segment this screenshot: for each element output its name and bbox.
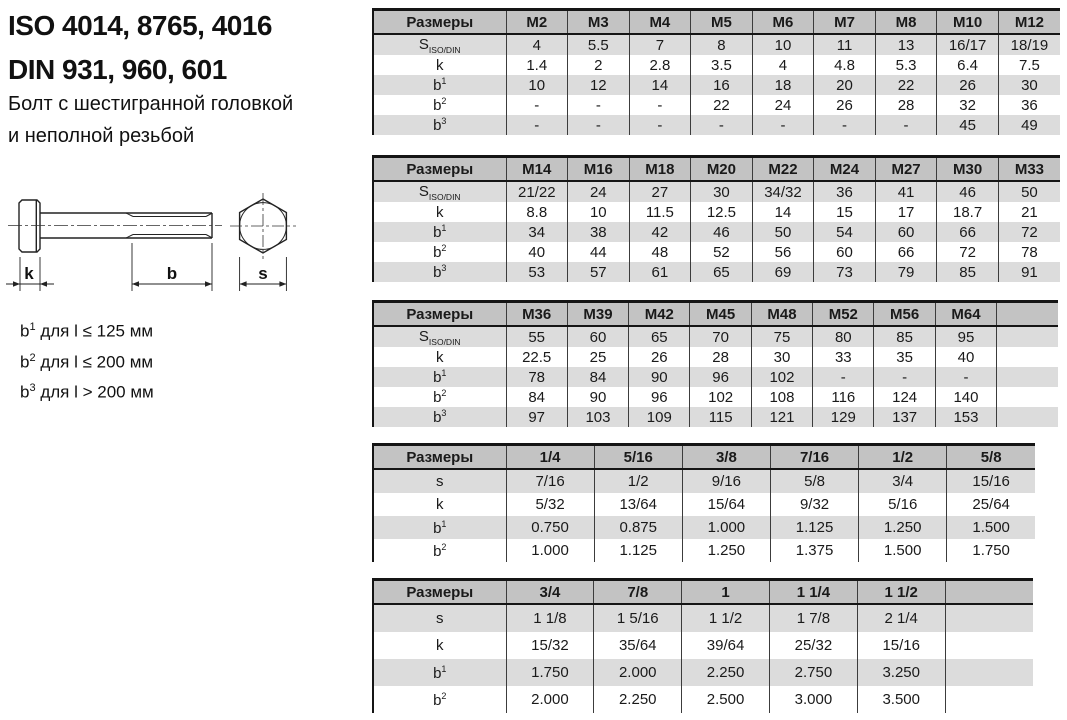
- table-header-label: Размеры: [373, 445, 506, 470]
- row-label: $S_{ISO/DIN}$: [373, 34, 506, 55]
- column-header: M64: [935, 302, 996, 327]
- value-cell: 60: [875, 222, 937, 242]
- value-cell: -: [874, 367, 935, 387]
- value-cell: 2.250: [594, 686, 682, 713]
- value-cell: -: [691, 115, 753, 135]
- value-cell: 1/2: [594, 469, 682, 493]
- value-cell: 27: [629, 181, 691, 202]
- row-label: s: [373, 469, 506, 493]
- value-cell: 11.5: [629, 202, 691, 222]
- table-row: [373, 387, 1058, 407]
- table-row: [373, 55, 1060, 75]
- value-cell: 153: [935, 407, 996, 427]
- column-header: [997, 302, 1058, 327]
- value-cell: 16/17: [937, 34, 999, 55]
- column-header: M24: [814, 157, 876, 182]
- table-row: [373, 222, 1060, 242]
- value-cell: 102: [751, 367, 812, 387]
- footnote-b2: $b^2$ для l ≤ 200 мм: [20, 351, 154, 372]
- value-cell: -: [506, 95, 568, 115]
- value-cell: 2 1/4: [857, 604, 945, 632]
- value-cell: -: [935, 367, 996, 387]
- table-header-label: Размеры: [373, 580, 506, 605]
- value-cell: [945, 686, 1033, 713]
- value-cell: 52: [691, 242, 753, 262]
- table-row: [373, 659, 1033, 686]
- value-cell: 15/32: [506, 632, 594, 659]
- value-cell: 78: [506, 367, 567, 387]
- value-cell: 73: [814, 262, 876, 282]
- table-row: [373, 202, 1060, 222]
- table-row: [373, 632, 1033, 659]
- value-cell: 50: [752, 222, 814, 242]
- table-header-label: Размеры: [373, 302, 506, 327]
- value-cell: 40: [935, 347, 996, 367]
- value-cell: 38: [568, 222, 630, 242]
- value-cell: 124: [874, 387, 935, 407]
- value-cell: 13/64: [594, 493, 682, 516]
- value-cell: 8: [691, 34, 753, 55]
- subtitle: [8, 88, 293, 152]
- value-cell: 30: [998, 75, 1060, 95]
- title-din: DIN 931, 960, 601: [8, 54, 227, 85]
- value-cell: 25/64: [947, 493, 1035, 516]
- column-header: 5/8: [947, 445, 1035, 470]
- table-header-row: [373, 302, 1058, 327]
- column-header: M30: [937, 157, 999, 182]
- value-cell: 75: [751, 326, 812, 347]
- value-cell: 3.5: [691, 55, 753, 75]
- row-label: $b^2$: [373, 539, 506, 562]
- footnote-b3: $b^3$ для l > 200 мм: [20, 382, 154, 402]
- value-cell: -: [506, 115, 568, 135]
- value-cell: 4: [506, 34, 568, 55]
- value-cell: 6.4: [937, 55, 999, 75]
- column-header: M22: [752, 157, 814, 182]
- column-header: M12: [998, 10, 1060, 35]
- footnote-b1: $b^1$ для l ≤ 125 мм: [20, 321, 154, 341]
- row-label: $b^2$: [373, 686, 506, 713]
- value-cell: 35: [874, 347, 935, 367]
- table-header-label: Размеры: [373, 10, 506, 35]
- value-cell: 70: [690, 326, 751, 347]
- row-label: k: [373, 55, 506, 75]
- row-label: $b^2$: [373, 95, 506, 115]
- dim-label-s: s: [258, 264, 268, 283]
- bolt-drawing-svg: [0, 185, 310, 305]
- value-cell: 72: [998, 222, 1060, 242]
- value-cell: 90: [567, 387, 628, 407]
- value-cell: 85: [874, 326, 935, 347]
- value-cell: 3.250: [857, 659, 945, 686]
- table-header-row: [373, 445, 1035, 470]
- value-cell: 2.250: [682, 659, 770, 686]
- row-label: $b^3$: [373, 262, 506, 282]
- column-header: M3: [568, 10, 630, 35]
- value-cell: 16: [691, 75, 753, 95]
- column-header: M18: [629, 157, 691, 182]
- value-cell: 137: [874, 407, 935, 427]
- value-cell: 50: [998, 181, 1060, 202]
- value-cell: 25/32: [769, 632, 857, 659]
- column-header: M2: [506, 10, 568, 35]
- value-cell: 1.750: [506, 659, 594, 686]
- value-cell: 14: [629, 75, 691, 95]
- value-cell: 26: [814, 95, 876, 115]
- value-cell: 48: [629, 242, 691, 262]
- value-cell: 2.750: [769, 659, 857, 686]
- subtitle-line1: Болт с шестигранной головкой: [8, 93, 294, 115]
- row-label: $b^3$: [373, 115, 506, 135]
- value-cell: 18: [752, 75, 814, 95]
- bolt-side-view: [19, 200, 212, 252]
- table-header-row: [373, 10, 1060, 35]
- value-cell: 56: [752, 242, 814, 262]
- value-cell: 5/32: [506, 493, 594, 516]
- column-header: 7/16: [770, 445, 858, 470]
- value-cell: 25: [567, 347, 628, 367]
- value-cell: [945, 632, 1033, 659]
- table-row: [373, 686, 1033, 713]
- value-cell: 2.500: [682, 686, 770, 713]
- column-header: M42: [629, 302, 690, 327]
- column-header: M36: [506, 302, 567, 327]
- value-cell: 79: [875, 262, 937, 282]
- column-header: 3/4: [506, 580, 594, 605]
- value-cell: 109: [629, 407, 690, 427]
- value-cell: 14: [752, 202, 814, 222]
- column-header: M14: [506, 157, 568, 182]
- dim-label-k: k: [24, 264, 34, 283]
- value-cell: 7: [629, 34, 691, 55]
- value-cell: 12: [568, 75, 630, 95]
- value-cell: 41: [875, 181, 937, 202]
- table-row: [373, 75, 1060, 95]
- value-cell: 3.500: [857, 686, 945, 713]
- value-cell: 1 5/16: [594, 604, 682, 632]
- value-cell: 36: [998, 95, 1060, 115]
- value-cell: 5/8: [770, 469, 858, 493]
- value-cell: 30: [751, 347, 812, 367]
- value-cell: 115: [690, 407, 751, 427]
- value-cell: 140: [935, 387, 996, 407]
- value-cell: 66: [875, 242, 937, 262]
- value-cell: 1.250: [859, 516, 947, 539]
- column-header: 1: [682, 580, 770, 605]
- row-label: $b^2$: [373, 242, 506, 262]
- value-cell: 17: [875, 202, 937, 222]
- row-label: k: [373, 493, 506, 516]
- value-cell: 61: [629, 262, 691, 282]
- column-header: M4: [629, 10, 691, 35]
- value-cell: 5.3: [875, 55, 937, 75]
- value-cell: 1.000: [682, 516, 770, 539]
- value-cell: 42: [629, 222, 691, 242]
- value-cell: 26: [629, 347, 690, 367]
- value-cell: 84: [567, 367, 628, 387]
- value-cell: 34/32: [752, 181, 814, 202]
- value-cell: 2.000: [506, 686, 594, 713]
- value-cell: 65: [629, 326, 690, 347]
- value-cell: -: [568, 115, 630, 135]
- value-cell: 4: [752, 55, 814, 75]
- table-row: [373, 95, 1060, 115]
- value-cell: 1.125: [770, 516, 858, 539]
- value-cell: 22.5: [506, 347, 567, 367]
- value-cell: 30: [691, 181, 753, 202]
- value-cell: 24: [568, 181, 630, 202]
- value-cell: [997, 347, 1058, 367]
- value-cell: 2.000: [594, 659, 682, 686]
- value-cell: 46: [691, 222, 753, 242]
- table-row: [373, 347, 1058, 367]
- dimension-table-1: [372, 8, 1060, 135]
- value-cell: -: [629, 95, 691, 115]
- table-header-row: [373, 157, 1060, 182]
- value-cell: 1.500: [859, 539, 947, 562]
- column-header: 1 1/2: [857, 580, 945, 605]
- value-cell: 103: [567, 407, 628, 427]
- value-cell: -: [875, 115, 937, 135]
- table-row: [373, 407, 1058, 427]
- value-cell: 15/16: [947, 469, 1035, 493]
- dim-label-b: b: [166, 264, 178, 283]
- value-cell: 72: [937, 242, 999, 262]
- value-cell: 15: [814, 202, 876, 222]
- value-cell: 95: [935, 326, 996, 347]
- column-header: [945, 580, 1033, 605]
- value-cell: 91: [998, 262, 1060, 282]
- value-cell: 1 1/8: [506, 604, 594, 632]
- value-cell: 33: [813, 347, 874, 367]
- column-header: 1 1/4: [769, 580, 857, 605]
- value-cell: 1.750: [947, 539, 1035, 562]
- subtitle-line2: и неполной резьбой: [8, 125, 195, 147]
- value-cell: 18/19: [998, 34, 1060, 55]
- value-cell: 1.4: [506, 55, 568, 75]
- value-cell: 21/22: [506, 181, 568, 202]
- value-cell: 53: [506, 262, 568, 282]
- column-header: 1/2: [859, 445, 947, 470]
- value-cell: 108: [751, 387, 812, 407]
- value-cell: 45: [937, 115, 999, 135]
- value-cell: 49: [998, 115, 1060, 135]
- footnotes: [20, 314, 154, 406]
- dimension-table-3: [372, 300, 1058, 427]
- table-header-label: Размеры: [373, 157, 506, 182]
- value-cell: 10: [568, 202, 630, 222]
- value-cell: 60: [567, 326, 628, 347]
- row-label: $S_{ISO/DIN}$: [373, 181, 506, 202]
- value-cell: 10: [506, 75, 568, 95]
- value-cell: 69: [752, 262, 814, 282]
- value-cell: [997, 326, 1058, 347]
- value-cell: 1.500: [947, 516, 1035, 539]
- value-cell: 11: [814, 34, 876, 55]
- row-label: $b^1$: [373, 367, 506, 387]
- value-cell: 20: [814, 75, 876, 95]
- row-label: $S_{ISO/DIN}$: [373, 326, 506, 347]
- value-cell: 36: [814, 181, 876, 202]
- column-header: M33: [998, 157, 1060, 182]
- value-cell: [945, 659, 1033, 686]
- column-header: 5/16: [594, 445, 682, 470]
- table-row: [373, 242, 1060, 262]
- value-cell: 9/32: [770, 493, 858, 516]
- value-cell: -: [814, 115, 876, 135]
- value-cell: 1.375: [770, 539, 858, 562]
- row-label: $b^1$: [373, 75, 506, 95]
- value-cell: 102: [690, 387, 751, 407]
- value-cell: 15/64: [682, 493, 770, 516]
- value-cell: 22: [875, 75, 937, 95]
- value-cell: 22: [691, 95, 753, 115]
- value-cell: 96: [690, 367, 751, 387]
- value-cell: 1.125: [594, 539, 682, 562]
- value-cell: 96: [629, 387, 690, 407]
- table-header-row: [373, 580, 1033, 605]
- column-header: M6: [752, 10, 814, 35]
- value-cell: 4.8: [814, 55, 876, 75]
- column-header: M45: [690, 302, 751, 327]
- value-cell: 1 1/2: [682, 604, 770, 632]
- value-cell: 18.7: [937, 202, 999, 222]
- value-cell: 40: [506, 242, 568, 262]
- value-cell: 78: [998, 242, 1060, 262]
- value-cell: 57: [568, 262, 630, 282]
- value-cell: 84: [506, 387, 567, 407]
- column-header: M10: [937, 10, 999, 35]
- column-header: M39: [567, 302, 628, 327]
- value-cell: 1.000: [506, 539, 594, 562]
- table-row: [373, 604, 1033, 632]
- table-row: [373, 539, 1035, 562]
- value-cell: 7/16: [506, 469, 594, 493]
- table-row: [373, 367, 1058, 387]
- value-cell: [997, 387, 1058, 407]
- row-label: $b^1$: [373, 516, 506, 539]
- table-row: [373, 115, 1060, 135]
- title-block: [8, 4, 272, 92]
- value-cell: 80: [813, 326, 874, 347]
- row-label: $b^2$: [373, 387, 506, 407]
- table-row: [373, 493, 1035, 516]
- value-cell: [997, 407, 1058, 427]
- column-header: 3/8: [682, 445, 770, 470]
- table-row: [373, 262, 1060, 282]
- value-cell: 28: [690, 347, 751, 367]
- value-cell: 55: [506, 326, 567, 347]
- dimension-table-5: [372, 578, 1033, 713]
- value-cell: 65: [691, 262, 753, 282]
- column-header: M20: [691, 157, 753, 182]
- row-label: k: [373, 632, 506, 659]
- value-cell: 12.5: [691, 202, 753, 222]
- table-row: [373, 326, 1058, 347]
- value-cell: 15/16: [857, 632, 945, 659]
- value-cell: 1 7/8: [769, 604, 857, 632]
- column-header: 7/8: [594, 580, 682, 605]
- bolt-drawing: [0, 185, 310, 310]
- value-cell: -: [752, 115, 814, 135]
- value-cell: 26: [937, 75, 999, 95]
- value-cell: 97: [506, 407, 567, 427]
- value-cell: 3/4: [859, 469, 947, 493]
- row-label: $b^3$: [373, 407, 506, 427]
- value-cell: 8.8: [506, 202, 568, 222]
- value-cell: 60: [814, 242, 876, 262]
- value-cell: 1.250: [682, 539, 770, 562]
- column-header: M52: [813, 302, 874, 327]
- table-row: [373, 469, 1035, 493]
- value-cell: 0.750: [506, 516, 594, 539]
- row-label: s: [373, 604, 506, 632]
- row-label: k: [373, 202, 506, 222]
- column-header: 1/4: [506, 445, 594, 470]
- value-cell: 85: [937, 262, 999, 282]
- value-cell: 10: [752, 34, 814, 55]
- value-cell: 21: [998, 202, 1060, 222]
- value-cell: 34: [506, 222, 568, 242]
- title-iso: ISO 4014, 8765, 4016: [8, 10, 272, 41]
- column-header: M48: [751, 302, 812, 327]
- value-cell: 28: [875, 95, 937, 115]
- dimension-table-4: [372, 443, 1035, 562]
- column-header: M16: [568, 157, 630, 182]
- value-cell: 9/16: [682, 469, 770, 493]
- value-cell: -: [629, 115, 691, 135]
- value-cell: 7.5: [998, 55, 1060, 75]
- value-cell: 44: [568, 242, 630, 262]
- value-cell: 2.8: [629, 55, 691, 75]
- column-header: M56: [874, 302, 935, 327]
- dimension-table-2: [372, 155, 1060, 282]
- value-cell: 13: [875, 34, 937, 55]
- value-cell: 39/64: [682, 632, 770, 659]
- value-cell: 129: [813, 407, 874, 427]
- value-cell: 32: [937, 95, 999, 115]
- value-cell: 3.000: [769, 686, 857, 713]
- value-cell: 46: [937, 181, 999, 202]
- table-row: [373, 181, 1060, 202]
- value-cell: 0.875: [594, 516, 682, 539]
- column-header: M5: [691, 10, 753, 35]
- value-cell: -: [568, 95, 630, 115]
- value-cell: 2: [568, 55, 630, 75]
- value-cell: 5/16: [859, 493, 947, 516]
- value-cell: 24: [752, 95, 814, 115]
- value-cell: [945, 604, 1033, 632]
- value-cell: 5.5: [568, 34, 630, 55]
- value-cell: 121: [751, 407, 812, 427]
- row-label: $b^1$: [373, 659, 506, 686]
- value-cell: 90: [629, 367, 690, 387]
- value-cell: 116: [813, 387, 874, 407]
- value-cell: 54: [814, 222, 876, 242]
- value-cell: 35/64: [594, 632, 682, 659]
- column-header: M7: [814, 10, 876, 35]
- column-header: M27: [875, 157, 937, 182]
- value-cell: -: [813, 367, 874, 387]
- value-cell: 66: [937, 222, 999, 242]
- column-header: M8: [875, 10, 937, 35]
- table-row: [373, 516, 1035, 539]
- table-row: [373, 34, 1060, 55]
- value-cell: [997, 367, 1058, 387]
- row-label: k: [373, 347, 506, 367]
- row-label: $b^1$: [373, 222, 506, 242]
